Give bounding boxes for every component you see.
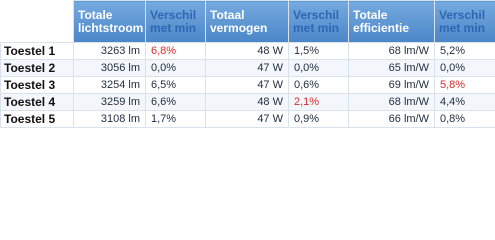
row-label: Toestel 4 xyxy=(1,94,74,111)
verschil-efficientie-cell: 0,8% xyxy=(435,111,495,128)
row-label: Toestel 5 xyxy=(1,111,74,128)
vermogen-cell: 48 W xyxy=(206,94,289,111)
vermogen-cell: 47 W xyxy=(206,77,289,94)
efficientie-cell: 65 lm/W xyxy=(349,60,435,77)
vermogen-cell: 48 W xyxy=(206,43,289,60)
verschil-lichtstroom-cell: 6,8% xyxy=(146,43,206,60)
verschil-vermogen-cell: 0,0% xyxy=(289,60,349,77)
efficientie-cell: 68 lm/W xyxy=(349,94,435,111)
lichtstroom-cell: 3263 lm xyxy=(74,43,146,60)
efficientie-cell: 66 lm/W xyxy=(349,111,435,128)
lichtstroom-cell: 3056 lm xyxy=(74,60,146,77)
verschil-vermogen-cell: 2,1% xyxy=(289,94,349,111)
verschil-vermogen-cell: 0,6% xyxy=(289,77,349,94)
header-efficientie: Totale efficientie xyxy=(349,1,435,43)
efficientie-cell: 68 lm/W xyxy=(349,43,435,60)
lichtstroom-cell: 3254 lm xyxy=(74,77,146,94)
vermogen-cell: 47 W xyxy=(206,111,289,128)
table-row xyxy=(1,60,495,77)
lichtstroom-cell: 3259 lm xyxy=(74,94,146,111)
table-row xyxy=(1,111,495,128)
header-verschil-lichtstroom: Verschil met min xyxy=(146,1,206,43)
verschil-efficientie-cell: 5,8% xyxy=(435,77,495,94)
verschil-vermogen-cell: 0,9% xyxy=(289,111,349,128)
verschil-efficientie-cell: 5,2% xyxy=(435,43,495,60)
verschil-efficientie-cell: 0,0% xyxy=(435,60,495,77)
empty-corner-cell xyxy=(1,1,74,43)
row-label: Toestel 2 xyxy=(1,60,74,77)
table-row xyxy=(1,77,495,94)
header-verschil-efficientie: Verschil met min xyxy=(435,1,495,43)
efficientie-cell: 69 lm/W xyxy=(349,77,435,94)
verschil-lichtstroom-cell: 6,5% xyxy=(146,77,206,94)
header-lichtstroom: Totale lichtstroom xyxy=(74,1,146,43)
row-label: Toestel 3 xyxy=(1,77,74,94)
verschil-efficientie-cell: 4,4% xyxy=(435,94,495,111)
verschil-lichtstroom-cell: 0,0% xyxy=(146,60,206,77)
verschil-lichtstroom-cell: 6,6% xyxy=(146,94,206,111)
table-header-row xyxy=(1,1,495,43)
row-label: Toestel 1 xyxy=(1,43,74,60)
header-vermogen: Totaal vermogen xyxy=(206,1,289,43)
lichtstroom-cell: 3108 lm xyxy=(74,111,146,128)
vermogen-cell: 47 W xyxy=(206,60,289,77)
table-row xyxy=(1,43,495,60)
verschil-lichtstroom-cell: 1,7% xyxy=(146,111,206,128)
verschil-vermogen-cell: 1,5% xyxy=(289,43,349,60)
table-row xyxy=(1,94,495,111)
header-verschil-vermogen: Verschil met min xyxy=(289,1,349,43)
